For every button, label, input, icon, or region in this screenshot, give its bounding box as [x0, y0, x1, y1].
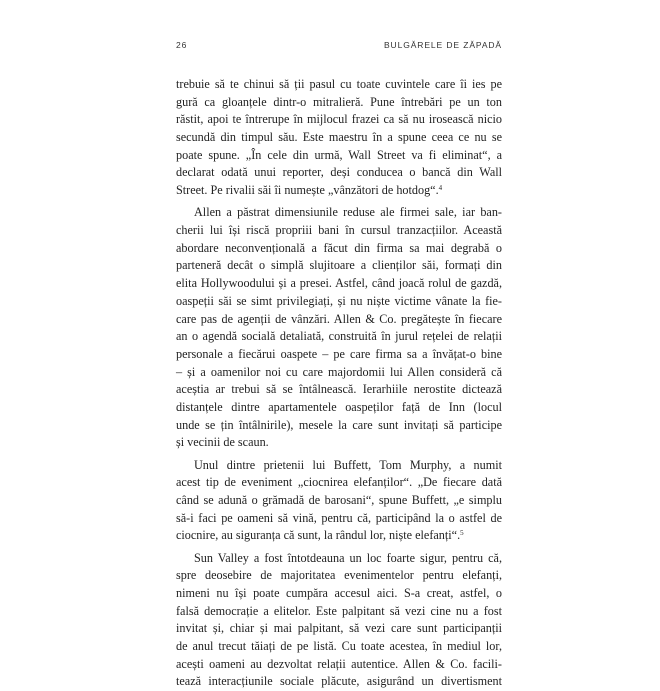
- text-line: de anul trecut tăiați de pe listă. Cu toate acestea, în mediul lor,: [176, 639, 502, 654]
- text-line: personale a fiecărui oaspete – pe care firma sa a învățat-o bine: [176, 346, 502, 361]
- text-line: unde se țin întâlnirile), mesele la care sunt invitați să participe: [176, 417, 502, 432]
- text-line: an o agendă socială detaliată, construită în jurul rețelei de relații: [176, 329, 502, 344]
- text-fragment: ciocnire, au siguranța că sunt, la rândul lor, niște elefanți“.: [176, 528, 461, 543]
- text-line: aceștia ar trebui să se întâlnească. Ierarhiile nerostite dictează: [176, 382, 502, 397]
- footnote-marker[interactable]: 5: [460, 529, 464, 538]
- text-fragment: Street. Pe rivalii săi îi numește „vânzători de hotdog“.: [176, 183, 439, 198]
- text-line: gură ca gloanțele dintr-o mitralieră. Pune întrebări pe un ton: [176, 94, 502, 109]
- text-line: invitat și, chiar și mai palpitant, să vezi care sunt participanții: [176, 621, 502, 636]
- text-line: distanțele dintre apartamentele oaspeților față de Inn (locul: [176, 399, 502, 414]
- paragraph-2: [176, 204, 502, 452]
- text-line: tează interacțiunile sociale plăcute, asigurând un divertisment: [176, 674, 502, 689]
- text-line: elita Hollywoodului și a presei. Astfel, când joacă rolul de gazdă,: [176, 276, 502, 291]
- text-line: spre deosebire de majoritatea evenimentelor pentru elefanți,: [176, 568, 502, 583]
- text-line: să-i faci pe oameni să vină, pentru că, participând la o astfel de: [176, 510, 502, 525]
- text-line: abordare neconvențională a făcut din firma sa mai degrabă o: [176, 240, 502, 255]
- text-line-last: [176, 182, 502, 200]
- text-line: poate spune. „În cele din urmă, Wall Street va fi eliminat“, a: [176, 147, 502, 162]
- paragraph-3: [176, 457, 502, 545]
- text-line: când se adună o grămadă de barosani“, spune Buffett, „e simplu: [176, 493, 502, 507]
- text-line: nimeni nu își poate cumpăra accesul aici. S-a creat, astfel, o: [176, 586, 502, 601]
- text-line: Sun Valley a fost întotdeauna un loc foarte sigur, pentru că,: [194, 550, 502, 565]
- text-line: secundă din timpul său. Este maestru în a spune ceea ce nu se: [176, 130, 502, 145]
- text-line: declarat odată unui reporter, deși conducea o bancă din Wall: [176, 165, 502, 180]
- text-line: Allen a păstrat dimensiunile reduse ale firmei sale, iar ban-: [194, 205, 502, 220]
- text-line: răstit, apoi te întrerupe în mijlocul frazei ca să nu irosească nicio: [176, 112, 502, 127]
- text-line: care pas de agenții de vânzări. Allen & Co. pregătește în fiecare: [176, 311, 502, 326]
- text-line: trebuie să te chinui să ții pasul cu toate cuvintele care îi ies pe: [176, 77, 502, 91]
- text-line-last: [176, 527, 502, 545]
- book-title: BULGĂRELE DE ZĂPADĂ: [383, 40, 502, 50]
- text-line: oaspeții săi se simt privilegiați, și nu niște victime vânate la fie-: [176, 293, 502, 308]
- text-line: parteneră decât o simplă slujitoare a clienților săi, formați din: [176, 258, 502, 273]
- text-line: falsă democrație a elitelor. Este palpitant să vezi cine nu a fost: [176, 603, 502, 618]
- text-line: acești oameni au dezvoltat relații autentice. Allen & Co. facili-: [176, 656, 502, 671]
- footnote-marker[interactable]: 4: [438, 184, 443, 193]
- paragraph-4: [176, 550, 502, 691]
- text-line: – și a oamenilor noi cu care majordomii lui Allen consideră că: [176, 364, 502, 379]
- paragraph-1: [176, 76, 502, 200]
- text-line: Unul dintre prietenii lui Buffett, Tom Murphy, a numit: [194, 457, 502, 472]
- body-text: [176, 76, 502, 691]
- page-number: 26: [176, 40, 188, 50]
- text-line: cherii lui își riscă propriii bani în cursul tranzacțiilor. Această: [176, 223, 502, 238]
- text-line-last: și vecinii de scaun.: [176, 435, 269, 450]
- text-line: acest tip de eveniment „ciocnirea elefanților“. „De fiecare dată: [176, 475, 502, 490]
